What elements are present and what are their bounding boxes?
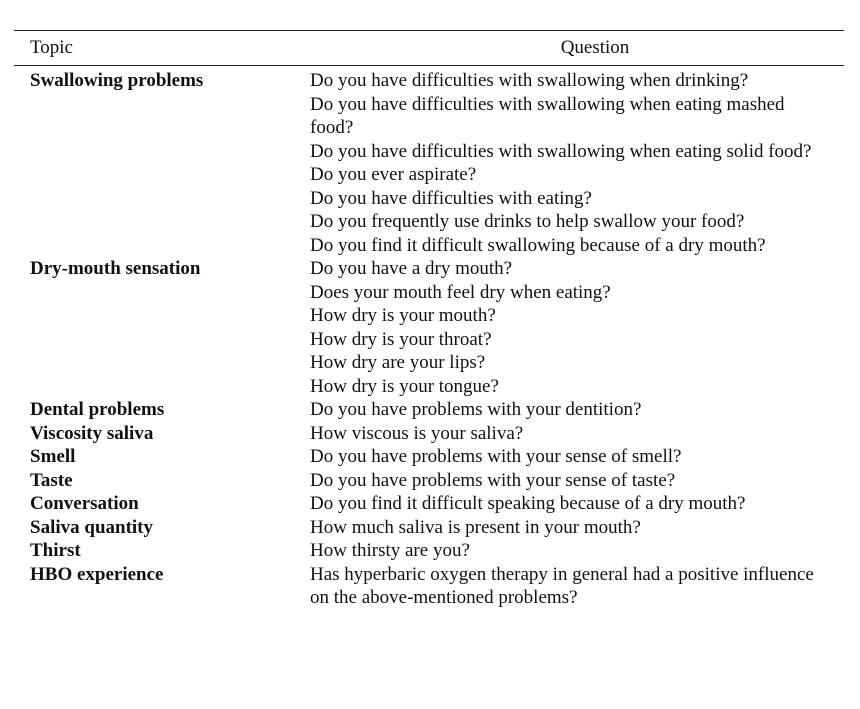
question-text: How dry is your mouth? [310,305,496,326]
question-text: Do you have a dry mouth? [310,258,513,279]
question-cell [310,539,844,563]
question-text: How dry is your throat? [310,328,492,350]
table-row [14,492,844,516]
questionnaire-table [14,30,844,610]
table-row [14,445,844,469]
question-text: Do you find it difficult swallowing because of a dry mouth? [310,234,766,256]
topic-cell: Thirst [30,540,81,561]
table-row [14,398,844,422]
question-cell [310,469,844,493]
question-text: Do you have difficulties with swallowing when drinking? [310,70,749,91]
topic-cell: Swallowing problems [30,70,204,91]
question-cell [310,422,844,446]
question-text: Do you have problems with your sense of smell? [310,446,682,467]
table-row [14,539,844,563]
topic-cell: Smell [30,446,76,467]
question-text: How dry are your lips? [310,352,486,373]
question-text: How dry is your tongue? [310,375,499,397]
question-text: Do you have difficulties with eating? [310,187,592,209]
question-text: Do you have difficulties with swallowing when eating solid food? [310,140,812,162]
topic-cell: Dry-mouth sensation [30,258,201,279]
question-cell [310,516,844,540]
table-row [14,69,844,257]
topic-cell: Viscosity saliva [30,422,154,444]
question-text: Do you find it difficult speaking because of a dry mouth? [310,493,746,514]
question-text: Do you frequently use drinks to help swallow your food? [310,211,745,232]
table-body [14,66,844,610]
question-text: How thirsty are you? [310,540,470,561]
table-row [14,257,844,398]
header-topic: Topic [30,37,73,58]
question-text: Do you have problems with your sense of taste? [310,469,676,491]
question-cell [310,257,844,398]
question-text: Does your mouth feel dry when eating? [310,281,611,303]
question-cell [310,563,844,610]
question-cell [310,492,844,516]
table-header-row [14,31,844,59]
table-row [14,469,844,493]
topic-cell: Dental problems [30,399,165,420]
table-row [14,563,844,610]
question-text: Has hyperbaric oxygen therapy in general had a positive influence on the above-mentioned problems? [310,563,814,608]
question-text: Do you ever aspirate? [310,164,477,185]
question-cell [310,398,844,422]
question-text: Do you have problems with your dentition? [310,399,642,420]
topic-cell: Conversation [30,493,139,514]
topic-cell: HBO experience [30,563,164,585]
header-question: Question [560,37,630,58]
question-text: How viscous is your saliva? [310,422,524,444]
topic-cell: Saliva quantity [30,516,154,538]
question-text: How much saliva is present in your mouth? [310,516,641,538]
question-text: Do you have difficulties with swallowing when eating mashed food? [310,93,785,138]
table-row [14,516,844,540]
topic-cell: Taste [30,469,73,491]
question-cell [310,69,844,257]
question-cell [310,445,844,469]
table-row [14,422,844,446]
